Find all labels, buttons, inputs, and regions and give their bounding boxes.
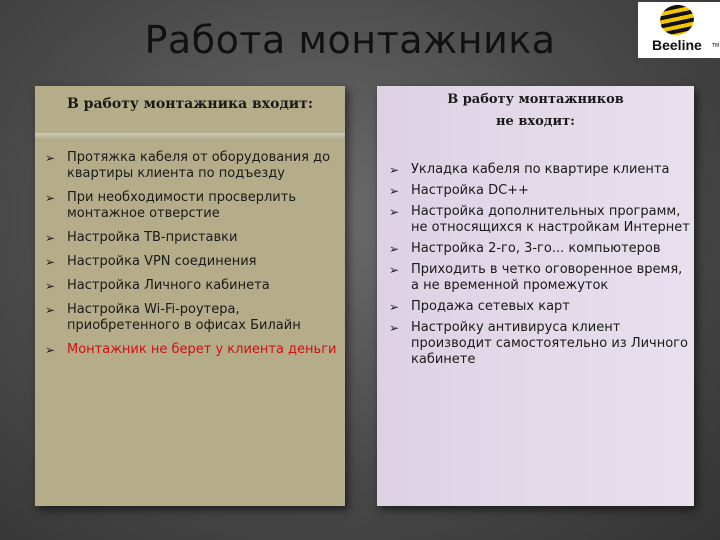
excluded-work-header-line1: В работу монтажников [447,92,624,107]
list-item: ➢ Протяжка кабеля от оборудования до квартиры клиента по подъезду [45,150,331,181]
beeline-striped-ball-icon [657,2,696,38]
excluded-work-panel [377,86,694,506]
arrowhead-bullet-icon: ➢ [45,255,56,269]
excluded-work-header-line2: не входит: [496,114,575,129]
slide-title: Работа монтажника [144,18,556,62]
arrowhead-bullet-icon: ➢ [389,184,400,198]
list-item: ➢ Настройка Личного кабинета [45,278,270,293]
arrowhead-bullet-icon: ➢ [45,151,56,165]
arrowhead-bullet-icon: ➢ [45,191,56,205]
included-work-list [41,150,341,366]
arrowhead-bullet-icon: ➢ [45,279,56,293]
arrowhead-bullet-icon: ➢ [389,321,400,335]
arrowhead-bullet-icon: ➢ [389,263,400,277]
list-item-warning: ➢ Монтажник не берет у клиента деньги [45,342,337,357]
list-item: ➢ Настройка дополнительных программ, не относящихся к настройкам Интернет [389,204,690,235]
panel-divider [35,133,345,141]
beeline-logo [638,2,720,58]
list-item: ➢ Настройка 2-го, 3-го... компьютеров [389,241,661,256]
list-item: ➢ Настройка DC++ [389,183,529,198]
list-item: ➢ Настройка VPN соединения [45,254,257,269]
list-item: ➢ Настройка Wi-Fi-роутера, приобретенного в офисах Билайн [45,302,301,333]
logo-brand-text: Beeline [652,37,702,53]
arrowhead-bullet-icon: ➢ [45,231,56,245]
included-work-header: В работу монтажника входит: [66,96,314,112]
arrowhead-bullet-icon: ➢ [389,163,400,177]
list-item: ➢ Настройку антивируса клиент производит самостоятельно из Личного кабинете [389,320,688,367]
list-item: ➢ Приходить в четко оговоренное время, а не временной промежуток [389,262,683,293]
list-item: ➢ Продажа сетевых карт [389,299,570,314]
list-item: ➢ При необходимости просверлить монтажное отверстие [45,190,296,221]
included-work-panel [35,86,345,506]
arrowhead-bullet-icon: ➢ [45,303,56,317]
list-item: ➢ Настройка ТВ-приставки [45,230,238,245]
logo-trademark: TM [712,43,720,49]
excluded-work-header [387,89,684,133]
arrowhead-bullet-icon: ➢ [389,242,400,256]
arrowhead-bullet-icon: ➢ [389,300,400,314]
list-item: ➢ Укладка кабеля по квартире клиента [389,162,670,177]
arrowhead-bullet-icon: ➢ [389,205,400,219]
arrowhead-bullet-icon: ➢ [45,343,56,357]
excluded-work-list [385,162,690,373]
